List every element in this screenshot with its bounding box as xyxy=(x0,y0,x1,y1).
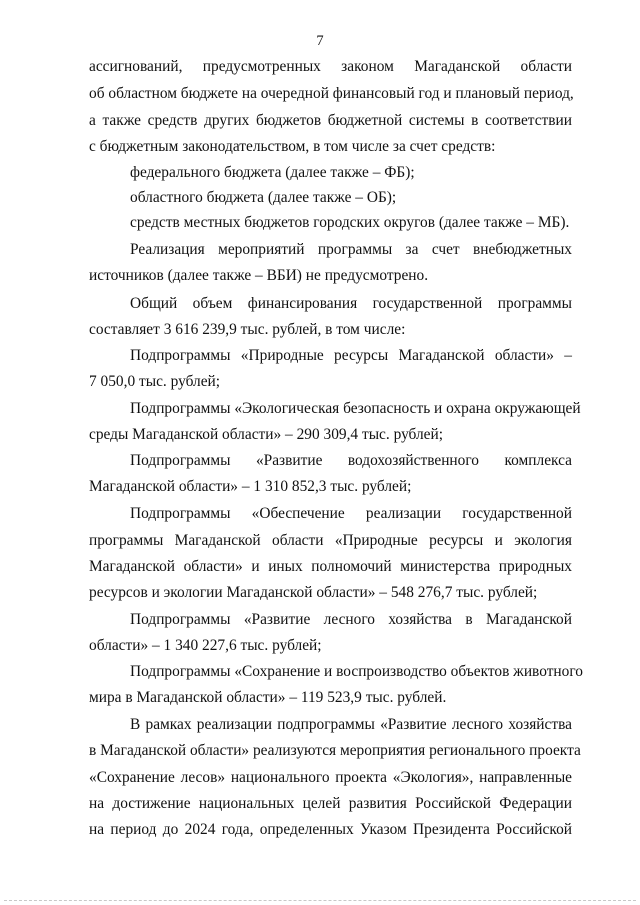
text-line: В рамках реализации подпрограммы «Развитие лесного хозяйства xyxy=(130,716,572,733)
page-number: 7 xyxy=(316,33,324,49)
text-line: областного бюджета (далее также – ОБ); xyxy=(130,189,397,206)
text-line: Магаданской области» и иных полномочий министерства природных xyxy=(89,558,572,575)
text-line: а также средств других бюджетов бюджетной системы в соответствии xyxy=(89,112,572,129)
scan-edge-line xyxy=(4,900,636,901)
text-line: с бюджетным законодательством, в том числе за счет средств: xyxy=(89,138,496,155)
text-line: Подпрограммы «Обеспечение реализации государственной xyxy=(130,505,572,522)
text-line: федерального бюджета (далее также – ФБ); xyxy=(130,164,415,181)
text-line: Подпрограммы «Экологическая безопасность и охрана окружающей xyxy=(130,400,581,417)
text-line: на достижение национальных целей развития Российской Федерации xyxy=(89,795,572,812)
text-line: мира в Магаданской области» – 119 523,9 тыс. рублей. xyxy=(89,689,447,706)
text-line: Общий объем финансирования государственной программы xyxy=(130,295,572,312)
text-line: среды Магаданской области» – 290 309,4 тыс. рублей; xyxy=(89,426,444,443)
text-line: 7 050,0 тыс. рублей; xyxy=(89,373,221,390)
text-line: источников (далее также – ВБИ) не предусмотрено. xyxy=(89,267,429,284)
text-line: на период до 2024 года, определенных Указом Президента Российской xyxy=(89,821,572,838)
text-line: средств местных бюджетов городских округов (далее также – МБ). xyxy=(130,214,570,231)
text-line: Подпрограммы «Развитие лесного хозяйства в Магаданской xyxy=(130,611,572,628)
text-line: программы Магаданской области «Природные ресурсы и экология xyxy=(89,532,572,549)
text-line: в Магаданской области» реализуются мероприятия регионального проекта xyxy=(89,742,581,759)
text-line: ассигнований, предусмотренных законом Магаданской области xyxy=(89,58,572,75)
text-line: Подпрограммы «Природные ресурсы Магаданской области» – xyxy=(130,347,572,364)
text-line: об областном бюджете на очередной финансовый год и плановый период, xyxy=(89,85,574,102)
text-line: Подпрограммы «Развитие водохозяйственного комплекса xyxy=(130,452,572,469)
text-line: «Сохранение лесов» национального проекта «Экология», направленные xyxy=(89,769,572,786)
text-line: составляет 3 616 239,9 тыс. рублей, в том числе: xyxy=(89,321,406,338)
text-line: области» – 1 340 227,6 тыс. рублей; xyxy=(89,637,322,654)
text-line: ресурсов и экологии Магаданской области» – 548 276,7 тыс. рублей; xyxy=(89,584,538,601)
text-line: Магаданской области» – 1 310 852,3 тыс. рублей; xyxy=(89,478,412,495)
text-line: Подпрограммы «Сохранение и воспроизводство объектов животного xyxy=(130,663,583,680)
text-line: Реализация мероприятий программы за счет внебюджетных xyxy=(130,241,572,258)
